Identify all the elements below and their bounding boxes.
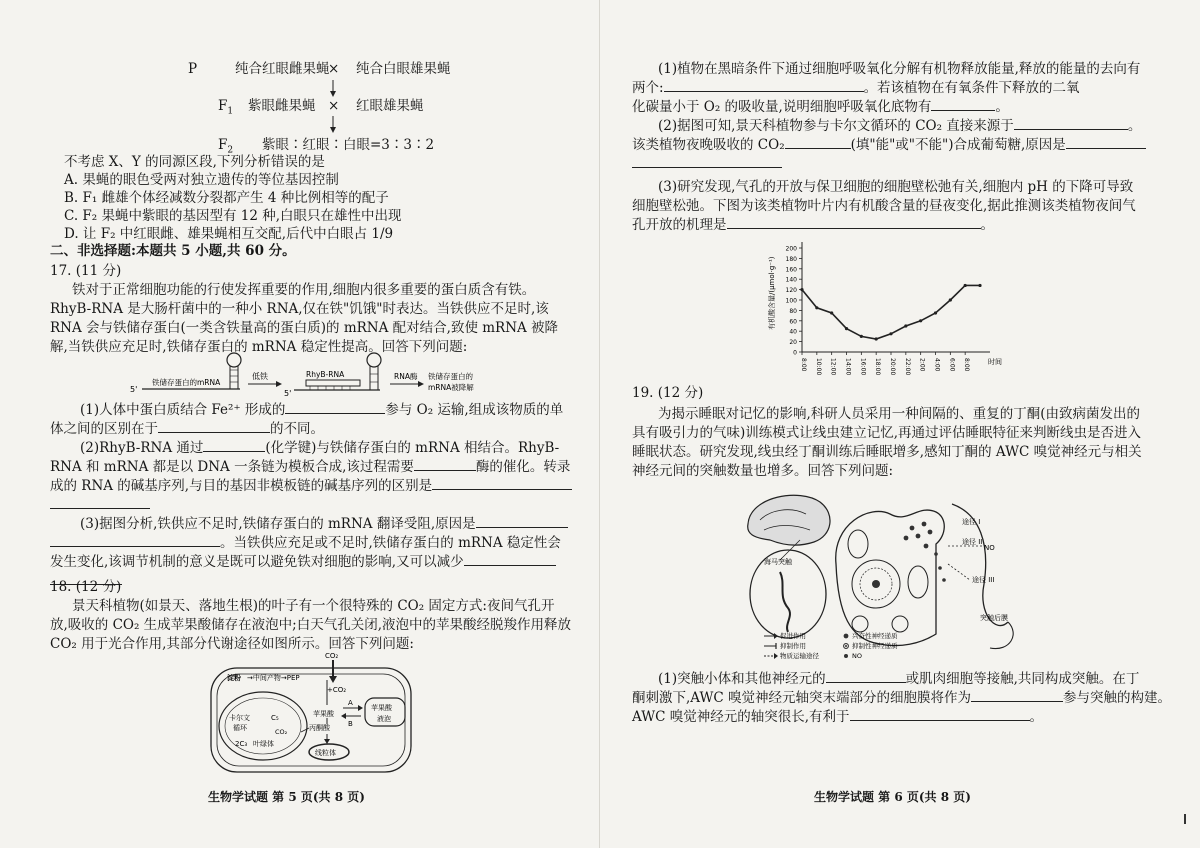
q19-para-2: 具有吸引力的气味)训练模式让线虫建立记忆,再通过评估睡眠特征来判断线虫是否进入 [632, 425, 1142, 441]
data-point [978, 284, 981, 287]
fig19-path2: 途径 II [962, 538, 983, 546]
y-tick-label: 20 [789, 339, 797, 347]
q18-heading: 18. (12 分) [50, 579, 122, 595]
x-tick-label: 16:00 [859, 358, 867, 376]
q19-para-4: 神经元间的突触数量也增多。回答下列问题: [632, 463, 894, 479]
q18-s1-line-b: 两个: 。若该植物在有氧条件下释放的二氧 [632, 80, 1080, 96]
fig19-post: 突触后膜 [980, 614, 1008, 622]
fig17-result-2: mRNA被降解 [428, 383, 474, 392]
fig18-co2-top: CO₂ [325, 652, 339, 660]
fig19-path3: 途径 III [972, 576, 995, 584]
fig18-calvin-2: 循环 [233, 724, 247, 732]
q18-s3-line-b: 细胞壁松弛。下图为该类植物叶片内有机酸含量的昼夜变化,据此推测该类植物夜间气 [632, 198, 1136, 214]
q19-s1-line-c: AWC 嗅觉神经元的轴突很长,有利于 。 [632, 709, 1043, 725]
data-point [875, 337, 878, 340]
fig18-pyruvate: 丙酮酸 [309, 724, 330, 732]
x-tick-label: 12:00 [829, 358, 837, 376]
q19-s1-line-b: 酮刺激下,AWC 嗅觉神经元轴突末端部分的细胞膜将作为 参与突触的构建。 [632, 690, 1171, 706]
page-6 [600, 0, 1200, 848]
legend-no: NO [852, 652, 862, 660]
q18-para-2: 放,吸收的 CO₂ 生成苹果酸储存在液泡中;白天气孔关闭,液泡中的苹果酸经脱羧作用释放 [50, 617, 572, 633]
fig17-5prime-1: 5' [130, 385, 138, 394]
fig18-plusco2: +CO₂ [327, 686, 347, 694]
data-point [919, 319, 922, 322]
q16-option-d: D. 让 F₂ 中红眼雌、雄果蝇相互交配,后代中白眼占 1/9 [64, 226, 394, 242]
data-point [815, 306, 818, 309]
cross-f2-label: $F_2$ [218, 137, 234, 156]
fig18-chloro: 叶绿体 [253, 740, 274, 748]
q18-para-1: 景天科植物(如景天、落地生根)的叶子有一个很特殊的 CO₂ 固定方式:夜间气孔开 [72, 598, 555, 614]
q17-heading: 17. (11 分) [50, 263, 122, 279]
legend-promote: 促进作用 [780, 632, 806, 640]
fig18-calvin-1: 卡尔文 [229, 714, 250, 722]
cross-arrow-2 [327, 116, 339, 134]
y-tick-label: 200 [785, 245, 797, 253]
corner-mark [1184, 814, 1194, 824]
page-5-footer: 生物学试题 第 5 页(共 8 页) [208, 790, 365, 804]
fig17-result-1: 铁储存蛋白的 [428, 372, 473, 381]
fig18-mito: 线粒体 [315, 749, 336, 757]
y-tick-label: 180 [785, 255, 797, 263]
x-tick-label: 18:00 [874, 358, 882, 376]
fig17-5prime-2: 5' [284, 389, 292, 398]
fig17-rnase-label: RNA酶 [394, 372, 418, 381]
fig17-mrna-label: 铁储存蛋白的mRNA [152, 378, 221, 387]
q17-s2-line-b: RNA 和 mRNA 都是以 DNA 一条链为模板合成,该过程需要 酶的催化。转录 [50, 459, 571, 475]
fig18-vacuole-2: 液泡 [377, 715, 391, 723]
chart-xlabel: 时间 [988, 358, 1002, 366]
q17-s3-line-b: 。当铁供应充足或不足时,铁储存蛋白的 mRNA 稳定性会 [50, 534, 561, 552]
q17-s1-line-b: 体之间的区别在于 的不同。 [50, 421, 324, 437]
data-point [830, 311, 833, 314]
y-tick-label: 0 [793, 349, 797, 357]
data-point [949, 298, 952, 301]
cross-p-label: P [188, 61, 198, 77]
fig18-c3: 2C₃ [235, 740, 248, 748]
fig18-label-a: A [348, 699, 353, 707]
y-tick-label: 120 [785, 287, 797, 295]
q19-heading: 19. (12 分) [632, 385, 704, 401]
x-tick-label: 4:00 [933, 358, 941, 372]
q17-s3-line-c: 发生变化,该调节机制的意义是既可以避免铁对细胞的影响,又可以减少 [50, 553, 556, 571]
organic-acid-series-line [802, 285, 980, 339]
cross-p-female: 纯合红眼雌果蝇 [235, 61, 330, 77]
section-heading: 二、非选择题:本题共 5 小题,共 60 分。 [50, 243, 296, 259]
cross-f1-label: $F_1$ [218, 98, 234, 117]
q17-s2-line-c: 成的 RNA 的碱基序列,与目的基因非模板链的碱基序列的区别是 [50, 477, 572, 495]
cross-x-1: × [328, 61, 340, 77]
fig19-path1: 途径 I [962, 518, 981, 526]
q17-para-1: 铁对于正常细胞功能的行使发挥重要的作用,细胞内很多重要的蛋白质含有铁。 [72, 282, 536, 298]
q16-option-c: C. F₂ 果蝇中紫眼的基因型有 12 种,白眼只在雄性中出现 [64, 208, 402, 224]
q17-s1-line-a: (1)人体中蛋白质结合 Fe²⁺ 形成的 参与 O₂ 运输,组成该物质的单 [80, 402, 564, 418]
data-point [889, 332, 892, 335]
q17-para-2: RhyB-RNA 是大肠杆菌中的一种小 RNA,仅在铁"饥饿"时表达。当铁供应不足时,该 [50, 301, 549, 317]
data-point [845, 327, 848, 330]
x-tick-label: 20:00 [889, 358, 896, 376]
x-tick-label: 14:00 [844, 358, 852, 376]
chart-ylabel: 有机酸含量/(μmol·g⁻¹) [768, 256, 776, 330]
cross-p-male: 纯合白眼雄果蝇 [356, 61, 451, 77]
fig18-malic: 苹果酸 [313, 710, 334, 718]
cross-arrow-1 [327, 80, 339, 98]
cross-f1-female: 紫眼雌果蝇 [248, 98, 316, 114]
fig17-rhyb-label: RhyB-RNA [306, 370, 345, 379]
q17-para-4: 解,当铁供应充足时,铁储存蛋白的 mRNA 稳定性提高。回答下列问题: [50, 339, 468, 355]
q18-s1-line-a: (1)植物在黑暗条件下通过细胞呼吸氧化分解有机物释放能量,释放的能量的去向有 [658, 61, 1141, 77]
q18-s3-line-a: (3)研究发现,气孔的开放与保卫细胞的细胞壁松弛有关,细胞内 pH 的下降可导致 [658, 179, 1134, 195]
q18-s3-line-c: 孔开放的机理是 。 [632, 217, 994, 233]
q19-s1-line-a: (1)突触小体和其他神经元的 或肌肉细胞等接触,共同构成突触。在丁 [658, 671, 1140, 687]
q17-s3-line-a: (3)据图分析,铁供应不足时,铁储存蛋白的 mRNA 翻译受阻,原因是 [80, 515, 568, 533]
q16-option-a: A. 果蝇的眼色受两对独立遗传的等位基因控制 [64, 172, 339, 188]
q16-stem: 不考虑 X、Y 的同源区段,下列分析错误的是 [64, 154, 325, 170]
data-point [964, 284, 967, 287]
cross-x-2: × [328, 98, 340, 114]
y-tick-label: 60 [789, 318, 797, 326]
x-tick-label: 2:00 [918, 358, 926, 372]
legend-inhibit: 抑制作用 [780, 642, 806, 650]
fig17-rhyb-diagram [130, 352, 530, 400]
q18-s1-line-c: 化碳量小于 O₂ 的吸收量,说明细胞呼吸氧化底物有 。 [632, 99, 1009, 115]
q18-para-3: CO₂ 用于光合作用,其部分代谢途径如图所示。回答下列问题: [50, 636, 414, 652]
y-tick-label: 100 [785, 297, 797, 305]
q19-para-1: 为揭示睡眠对记忆的影响,科研人员采用一种间隔的、重复的丁酮(由致病菌发出的 [658, 406, 1141, 422]
data-point [860, 335, 863, 338]
fig18-mid: →中间产物→PEP [247, 674, 300, 682]
data-point [904, 324, 907, 327]
fig18-starch: 淀粉 [227, 674, 241, 682]
x-tick-label: 10:00 [814, 358, 822, 376]
y-tick-label: 40 [789, 328, 797, 336]
legend-inhibitory: 抑制性神经递质 [852, 642, 898, 650]
fig19-synapse-diagram [740, 484, 1040, 670]
cross-f2-ratio: 紫眼∶红眼∶白眼=3∶3∶2 [262, 137, 435, 153]
fig18-vacuole-1: 苹果酸 [371, 704, 392, 712]
fig19-legend [764, 631, 898, 660]
q19-para-3: 睡眠状态。研究发现,线虫经丁酮训练后睡眠增多,感知丁酮的 AWC 嗅觉神经元与相关 [632, 444, 1142, 460]
q17-para-3: RNA 会与铁储存蛋白(一类含铁量高的蛋白质)的 mRNA 配对结合,致使 mRNA 被降 [50, 320, 559, 336]
x-tick-label: 6:00 [948, 358, 956, 372]
fig18-label-b: B [348, 720, 353, 728]
data-point [934, 311, 937, 314]
q18-s2-line-a: (2)据图可知,景天科植物参与卡尔文循环的 CO₂ 直接来源于 。 [658, 118, 1142, 134]
legend-transport: 物质运输途径 [780, 652, 819, 660]
y-tick-label: 80 [789, 307, 797, 315]
fig18-cam-pathway [205, 650, 425, 778]
q16-option-b: B. F₁ 雌雄个体经减数分裂都产生 4 种比例相等的配子 [64, 190, 389, 206]
fig18-c5: C₅ [271, 714, 279, 722]
x-tick-label: 8:00 [963, 358, 971, 372]
fig18-minusco2: CO₂ [275, 728, 288, 736]
x-tick-label: 8:00 [800, 358, 807, 372]
organic-acid-chart [760, 240, 1020, 380]
q18-s2-line-c [632, 155, 782, 173]
q18-s2-line-b: 该类植物夜晚吸收的 CO₂ (填"能"或"不能")合成葡萄糖,原因是 [632, 136, 1146, 154]
q17-s2-line-a: (2)RhyB-RNA 通过 (化学键)与铁储存蛋白的 mRNA 相结合。RhyB- [80, 440, 560, 456]
fig19-hippo: 海马突触 [764, 558, 792, 566]
y-tick-label: 140 [785, 276, 797, 284]
fig19-no: NO [984, 544, 995, 552]
q17-s2-line-d [50, 496, 150, 514]
data-point [800, 288, 803, 291]
brain-icon [748, 495, 830, 545]
fig17-lowfe-label: 低铁 [252, 372, 268, 381]
y-tick-label: 160 [785, 266, 797, 274]
cross-f1-male: 红眼雄果蝇 [356, 98, 424, 114]
x-tick-label: 22:00 [903, 358, 911, 376]
page-6-footer: 生物学试题 第 6 页(共 8 页) [814, 790, 971, 804]
legend-excite: 兴奋性神经递质 [852, 632, 898, 640]
